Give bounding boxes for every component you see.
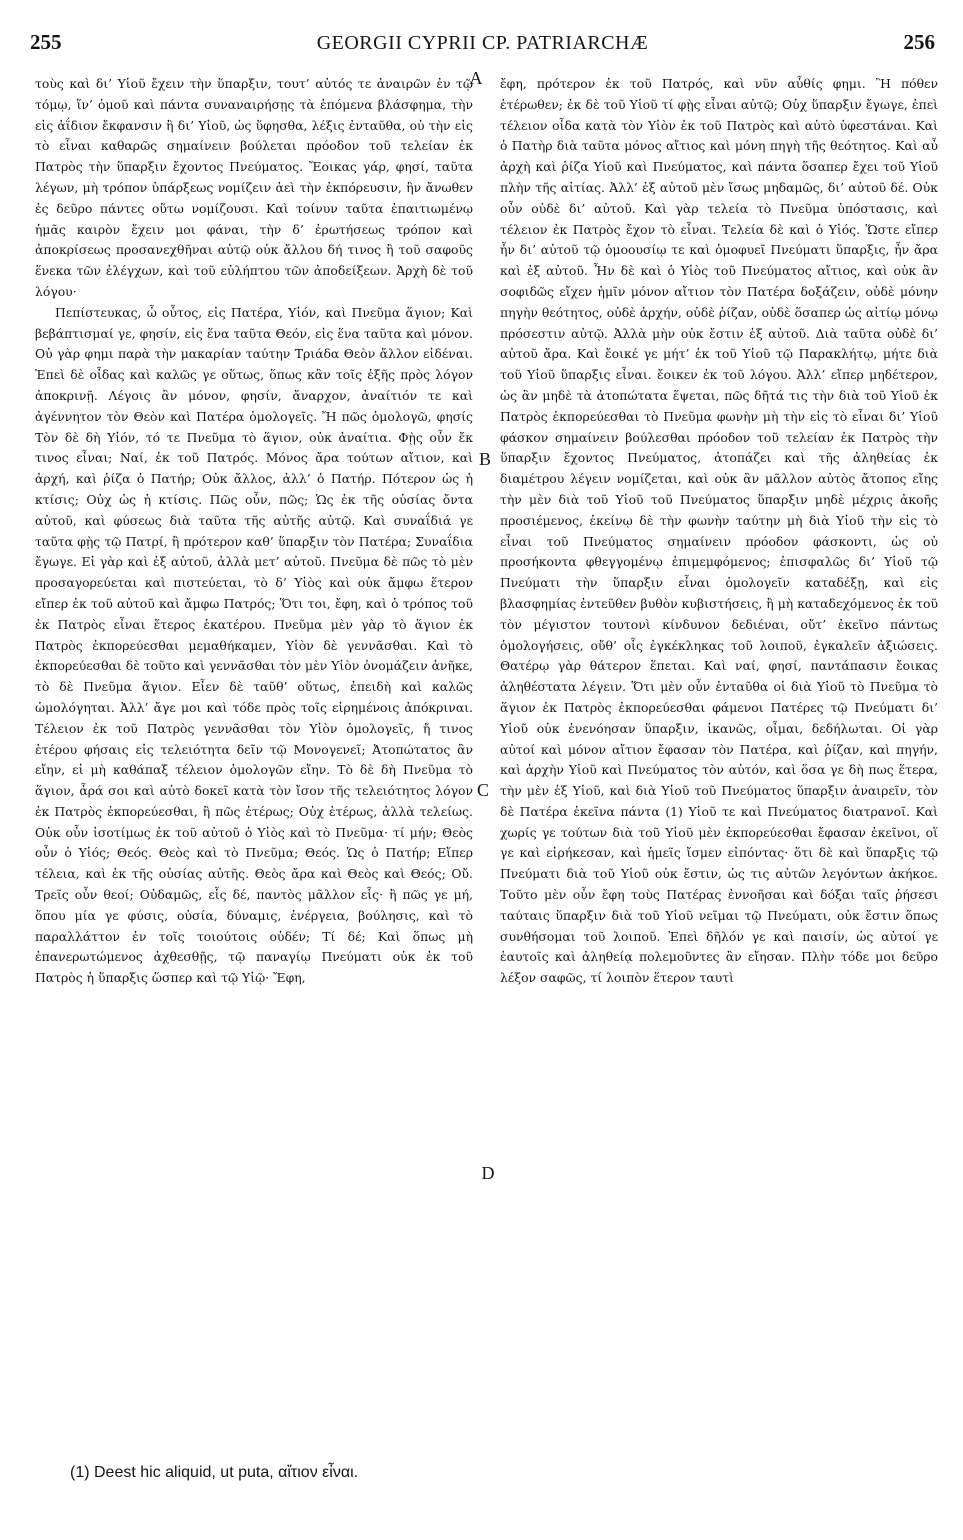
section-marker-d: D — [481, 1163, 495, 1183]
section-marker-a: A — [469, 68, 483, 88]
left-column — [35, 74, 473, 989]
right-paragraph-1: ἔφη, πρότερον ἐκ τοῦ Πατρός, καὶ νῦν αὖθίς φημι. Ἢ πόθεν ἑτέρωθεν; ἐκ δὲ τοῦ Υἱοῦ τί φῂς εἶναι αὐτῷ; Οὐχ ὕπαρξιν ἔγωγε, ἐπεὶ τέλειον οἶδα κατὰ τὸν Υἱὸν ἐκ τοῦ Πατρὸς καὶ αὐτὸ ὑφεστάναι. Καὶ ὁ Πατὴρ διὰ ταῦτα μόνος αἴτιος καὶ μόνη πηγὴ τῆς θεότητος. Καὶ αὖ ἀρχὴ καὶ ῥίζα Υἱοῦ καὶ Πνεύματος, καὶ πάντα ὅσαπερ ἔχει τοῦ Υἱοῦ πλὴν τῆς αἰτίας. Ἀλλ’ ἐξ αὐτοῦ μὲν ἴσως μηδαμῶς, δι’ αὐτοῦ δέ. Οὐκ οὖν οὐδὲ δι’ αὐτοῦ. Καὶ γὰρ τελεία τὸ Πνεῦμα ὑπόστασις, καὶ τέλειον ἐκ Πατρὸς ἔχον τὸ εἶναι. Τελεία δὲ καὶ ὁ Υἱός. Ὥστε εἴπερ ἦν δι’ αὐτοῦ τῷ ὁμοουσίῳ τε καὶ ὁμοφυεῖ Πνεύματι ὕπαρξις, ἦν ἄρα καὶ ἐξ αὐτοῦ. Ἦν δὲ καὶ ὁ Υἱὸς τοῦ Πνεύματος αἴτιος, καὶ οὐκ ἂν σοφιδῶς εἴχεν ἡμῖν μόνον αἴτιον τὸν Πατέρα δοξάζειν, οὐδὲ μόνην πηγὴν θεότητος, οὐδὲ ἀρχήν, οὐδὲ ῥίζαν, οὐδὲ ὅσαπερ ὡς αἰτίῳ μόνῳ πρόσεστιν αὐτῷ. Ἀλλὰ μὴν οὐκ ἔστιν ἐξ αὐτοῦ. Διὰ ταῦτα οὐδὲ δι’ αὐτοῦ ἄρα. Καὶ ἔοικέ γε μήτ’ ἐκ τοῦ Υἱοῦ τῷ Παρακλήτῳ, μήτε διὰ τοῦ Υἱοῦ ὕπαρξις εἶναι. ἔοικεν ἐκ τοῦ λόγου. Ἀλλ’ εἴπερ μηδέτερον, ὡς ἂν μηδὲ τὰ ἀτοπώτατα ἕψεται, πῶς δῆτά τις τὴν διὰ τοῦ Υἱοῦ ἐκ Πατρὸς ἐκπορεύεσθαι τὸ Πνεῦμα φωνὴν μὴ τὴν εἰς τὸ εἶναι δι’ Υἱοῦ φάσκον σημαίνειν βούλεσθαι πρόοδον τοῦ τελείαν ἐκ Πατρὸς τὴν ὕπαρξιν ἔχοντος Πνεύματος, ἀτοπάζει καὶ τῆς ἀληθείας ἐκ διαμέτρου λέγειν νομίζεται, καὶ οὐκ ἂν μᾶλλον αὐτὸς ἄτοπος εἴης τὴν μὲν διὰ τοῦ Υἱοῦ τοῦ Πνεύματος ὕπαρξιν μηδὲ μέχρις ἀκοῆς προσιέμενος, ἐκείνῳ δὲ τὴν φωνὴν ταύτην μὴ διὰ Υἱοῦ τὴν εἰς τὸ εἶναι τοῦ Πνεύματος σημαίνειν πρόοδον φάσκοντι, ὡς οὐ προσήκοντα φθεγγομένῳ ἐπιμεμφόμενος; ἐπισφαλῶς δι’ Υἱοῦ τῷ Πνεύματι τὴν ὕπαρξιν εἶναι ὁμολογεῖν καταδέξῃ, καὶ εἰς βλασφημίας ἐντεῦθεν βυθὸν κυβιστήσεις, ἢ μὴ καταδεχόμενος ἐκ τοῦ τὸν μέγιστον τουτονὶ κίνδυνον δεδιέναι, οὔτ’ ἐκεῖνο πάντως ὁμολογήσεις, οὔθ’ οἷς ἐγκέκληκας τοῦ λοιποῦ, ἐγκαλεῖν ἀξιώσεις. Θατέρῳ γὰρ θάτερον ἕπεται. Καὶ ναί, φησί, παντάπασιν ἔοικας ἀληθέστατα λέγειν. Ὅτι μὲν οὖν ἐνταῦθα οἱ διὰ Υἱοῦ τὸ Πνεῦμα τὸ ἅγιον ἐκ Πατρὸς ἐκπορεύεσθαι φάμενοι Πατέρες τῷ Πνεύματι δι’ Υἱοῦ οὐκ ἐνενόησαν ὕπαρξιν, ἱκανῶς, οἶμαι, δεδήλωται. Οἱ γὰρ αὐτοί καὶ μόνον αἴτιον ἔφασαν τὸν Πατέρα, καὶ ῥίζαν, καὶ πηγήν, καὶ ἀρχὴν Υἱοῦ καὶ Πνεύματος τὸν αὐτόν, καὶ ὅσα γε δὴ πως ἕτερα, τὴν μὲν ἐξ Υἱοῦ, καὶ διὰ Υἱοῦ τοῦ Πνεύματος ὕπαρξιν ἀναιρεῖν, τὸν δὲ Πατέρα ἐκεῖνα πάντα (1) Υἱοῦ τε καὶ Πνεύματος διατρανοῖ. Καὶ χωρίς γε τούτων διὰ τοῦ Υἱοῦ μὲν ἐκπορεύεσθαι ἔφασαν ἐκεῖνοι, οἵ γε καὶ εἰρήκεσαν, καὶ ἡμεῖς ἴσμεν εἰπόντας· ὅτι δὲ καὶ ὕπαρξις τῷ Πνεύματι διὰ τοῦ Υἱοῦ οὐκ ἔστιν, ὡς τις αὐτῶν λεγόντων ἀκήκοε. Τοῦτο μὲν οὖν ἔφη τοὺς Πατέρας ἐννοῆσαι καὶ δόξαι ταῖς ῥήσεσι ταύταις ὕπαρξιν διὰ τοῦ Υἱοῦ νεῖμαι τῷ Πνεύματι, οὐκ ἔστιν ὅπως συνθήσομαι τοῦ λοιποῦ. Ἐπεὶ δῆλόν γε καὶ παισίν, ὡς αὐτοί γε ἑαυτοῖς καὶ ἀληθείᾳ πολεμοῦντες ἂν εἴησαν. Πλὴν τόδε μοι δεῦρο λέξον σαφῶς, τί λοιπὸν ἕτερον ταυτὶ — [500, 76, 938, 986]
running-header — [30, 30, 935, 56]
right-column — [500, 74, 938, 989]
section-marker-c: C — [476, 780, 489, 800]
left-paragraph-1: τοὺς καὶ δι’ Υἱοῦ ἔχειν τὴν ὕπαρξιν, τουτ’ αὐτός τε ἀναιρῶν ἐν τῷ τόμῳ, ἵν’ ὁμοῦ καὶ πάντα συναναιρήσῃς τὰ ἑπόμενα βλάσφημα, τὴν εἰς ἀΐδιον ἔκφανσιν ἢ δι’ Υἱοῦ, ὡς ὕφησθα, λέξις ἐνταῦθα, οὐ τὴν εἰς τὸ εἶναι καθαρῶς σημαίνειν βούλεται πρόοδον τοῦ τελείαν ἐκ Πατρὸς τὴν ὕπαρξιν ἔχοντος Πνεύματος. Ἔοικας γάρ, φησί, ταῦτα λέγων, μὴ τρόπον ὑπάρξεως νομίζειν ἀεὶ τὴν ἐκπόρευσιν, ἣν ἄνωθεν ἐς δεῦρο πάντες οὕτω νομίζουσι. Καὶ τοίνυν ταῦτα ἐπαιτιωμένῳ ἡμᾶς καιρὸν ἔχειν μοι φάναι, τὴν δ’ ἐρωτήσεως τρόπον καὶ ἀποκρίσεως προσανεχθῆναι αὐτῷ οὐκ ἄλλου δή τινος ἢ τοῦ σαφοῦς ἕνεκα τῶν ἐλέγχων, καὶ τοῦ εὐλήπτου τῶν ἀποδείξεων. Ἀρχὴ δὲ τοῦ λόγου· — [35, 76, 473, 299]
page-number-left: 255 — [30, 30, 62, 54]
running-title: GEORGII CYPRII CP. PATRIARCHÆ — [316, 32, 649, 54]
section-marker-b: B — [478, 449, 491, 469]
left-paragraph-2: Πεπίστευκας, ὦ οὗτος, εἰς Πατέρα, Υἱόν, καὶ Πνεῦμα ἅγιον; Καὶ βεβάπτισμαί γε, φησίν, εἰς ἕνα ταῦτα Θεόν, εἰς ἕνα ταῦτα καὶ μόνον. Οὐ γὰρ φημι παρὰ τὴν μακαρίαν ταύτην Τριάδα Θεὸν ἄλλον εἰδέναι. Ἐπεὶ δὲ οἶδας καὶ καλῶς γε οὕτως, ὅπως κἂν τοῖς ἑξῆς πρὸς λόγον ἀποκρινῇ. Λέγοις ἂν μόνον, φησίν, ἄναρχον, ἀναίτιόν τε καὶ ἀγέννητον τὸν Θεὸν καὶ Πατέρα ὁμολογεῖς. Ἤ πῶς ὁμολογῶ, φησίς Τὸν δὲ δὴ Υἱόν, τό τε Πνεῦμα τὸ ἅγιον, οὐκ ἀναίτια. Φῂς οὖν ἔκ τινος εἶναι; Ναί, ἐκ τοῦ Πατρός. Μόνος ἄρα τούτων αἴτιον, καὶ ἀρχή, καὶ ῥίζα ὁ Πατήρ; Οὐκ ἄλλος, ἀλλ’ ὁ Πατήρ. Πότερον ὡς ἡ κτίσις; Οὐχ ὡς ἡ κτίσις. Πῶς οὖν, πῶς; Ὡς ἐκ τῆς οὐσίας ὄντα αὐτοῦ, καὶ φύσεως διὰ ταῦτα τῆς αὐτῆς αὐτῷ. Καὶ συναΐδιά γε ταῦτα φῂς τῷ Πατρί, ἢ πρότερον καθ’ ὕπαρξιν τὸν Πατέρα; Συναΐδια ἔγωγε. Εἰ γὰρ καὶ ἐξ αὐτοῦ, ἀλλὰ μετ’ αὐτοῦ. Πνεῦμα δὲ πῶς τὸ μὲν προσαγορεύεται καὶ πιστεύεται, τὸ δ’ Υἱὸς καὶ οὐκ ἄμφω ἕτερον εἴπερ ἐκ τοῦ αὐτοῦ καὶ ἄμφω Πατρός; Ὅτι τοι, ἔφη, καὶ ὁ τρόπος τοῦ ἐκ Πατρὸς εἶναι ἕτερος ἑκατέρου. Πνεῦμα μὲν γὰρ τὸ ἅγιον ἐκ Πατρὸς ἐκπορεύεσθαι μεμαθήκαμεν, Υἱὸν δὲ γεννᾶσθαι. Καὶ τὸ ἐκπορεύεσθαι δὲ τοῦτο καὶ γεννᾶσθαι τὸν μὲν Υἱὸν ὀνομάζειν ἀνῆκε, τὸ δὲ Πνεῦμα ἅγιον. Εἶεν δὲ ταῦθ’ οὕτως, ἐπειδὴ καὶ καλῶς ὡμολόγηται. Ἀλλ’ ἄγε μοι καὶ τόδε πρὸς τοῖς εἰρημένοις ἀπόκριναι. Τέλειον ἐκ τοῦ Πατρὸς γεννᾶσθαι τὸν Υἱὸν ὁμολογεῖς, ἤ τινος ἑτέρου φήσαις εἰς τελειότητα δεῖν τῷ Μονογενεῖ; Ἀτοπώτατος ἂν εἴην, εἰ μὴ καθάπαξ τέλειον ὁμολογῶν εἴην. Τὸ δὲ δὴ Πνεῦμα τὸ ἅγιον, ἆρά σοι καὶ αὐτὸ δοκεῖ κατὰ τὸν ἴσον τῆς τελειότητος λόγον ἐκ Πατρὸς ἐκπορεύεσθαι, ἢ πῶς ἑτέρως; Οὐχ ἑτέρως, ἀλλὰ τελείως. Οὐκ οὖν ἰσοτίμως ἐκ τοῦ αὐτοῦ ὁ Υἱὸς καὶ τὸ Πνεῦμα· τί μήν; Θεὸς οὖν ὁ Υἱός; Θεός. Θεὸς καὶ τὸ Πνεῦμα; Θεός. Ὡς ὁ Πατήρ; Εἴπερ τέλεια, καὶ ἐκ τῆς οὐσίας αὐτῆς. Θεὸς ἄρα καὶ Θεὸς καὶ Θεός; Οὔ. Τρεῖς οὖν θεοί; Οὐδαμῶς, εἷς δέ, παντὸς μᾶλλον εἷς· ἢ πῶς γε μή, ὅπου μία γε φύσις, οὐσία, δύναμις, ἐνέργεια, βούλησις, καὶ τὸ παραλλάττον ἐν τοῖς τοιούτοις οὐδέν; Τί δέ; Καὶ ὅπως μὴ ἐπανερωτώμενος ἀχθεσθῇς, τῷ παναγίῳ Πνεύματι οὐκ ἐκ τοῦ Πατρὸς ἡ ὕπαρξις ὥσπερ καὶ τῷ Υἱῷ· Ἔφη, — [35, 304, 473, 986]
footnote: (1) Deest hic aliquid, ut puta, αἴτιον εἶναι. — [70, 1464, 359, 1481]
page-number-right: 256 — [903, 30, 935, 54]
